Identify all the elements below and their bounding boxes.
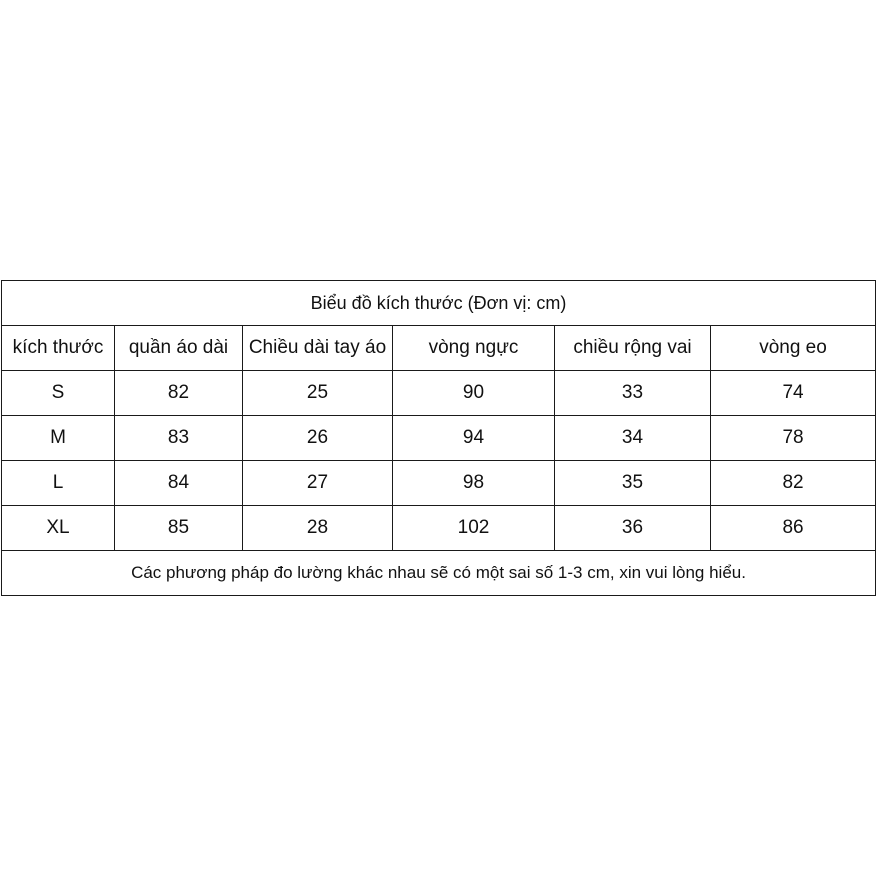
cell-shoulder-width: 36 (555, 506, 711, 551)
cell-shoulder-width: 33 (555, 371, 711, 416)
cell-length: 84 (115, 461, 243, 506)
header-shoulder-width: chiều rộng vai (555, 326, 711, 371)
header-row (2, 326, 876, 371)
cell-length: 85 (115, 506, 243, 551)
cell-waist: 78 (711, 416, 876, 461)
cell-chest: 90 (393, 371, 555, 416)
cell-size: S (2, 371, 115, 416)
table-title: Biểu đồ kích thước (Đơn vị: cm) (2, 281, 876, 326)
note-row (2, 551, 876, 596)
cell-sleeve-length: 28 (243, 506, 393, 551)
cell-size: M (2, 416, 115, 461)
title-row (2, 281, 876, 326)
cell-size: L (2, 461, 115, 506)
cell-size: XL (2, 506, 115, 551)
cell-waist: 74 (711, 371, 876, 416)
cell-chest: 98 (393, 461, 555, 506)
table-row (2, 416, 876, 461)
cell-sleeve-length: 26 (243, 416, 393, 461)
table-row (2, 461, 876, 506)
size-chart-table (1, 280, 876, 596)
header-waist: vòng eo (711, 326, 876, 371)
cell-shoulder-width: 34 (555, 416, 711, 461)
cell-chest: 94 (393, 416, 555, 461)
cell-length: 83 (115, 416, 243, 461)
cell-waist: 82 (711, 461, 876, 506)
header-chest: vòng ngực (393, 326, 555, 371)
cell-shoulder-width: 35 (555, 461, 711, 506)
header-length: quần áo dài (115, 326, 243, 371)
cell-sleeve-length: 27 (243, 461, 393, 506)
table-row (2, 506, 876, 551)
cell-waist: 86 (711, 506, 876, 551)
header-size: kích thước (2, 326, 115, 371)
table-row (2, 371, 876, 416)
measurement-note: Các phương pháp đo lường khác nhau sẽ có một sai số 1-3 cm, xin vui lòng hiểu. (2, 551, 876, 596)
header-sleeve-length: Chiều dài tay áo (243, 326, 393, 371)
cell-chest: 102 (393, 506, 555, 551)
cell-sleeve-length: 25 (243, 371, 393, 416)
cell-length: 82 (115, 371, 243, 416)
